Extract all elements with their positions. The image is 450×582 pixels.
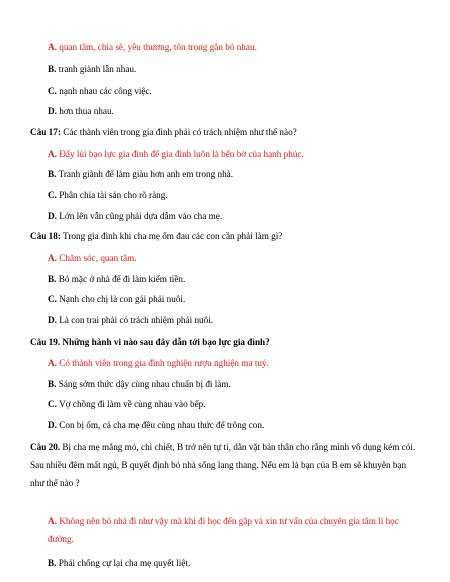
q16-option-c-letter: C. bbox=[48, 86, 57, 96]
q19-option-a-letter: A. bbox=[48, 358, 57, 368]
q19-option-b-text: Sáng sớm thức dậy cùng nhau chuẩn bị đi làm. bbox=[58, 379, 231, 389]
question-18-text: Trong gia đình khi cha mẹ ốm đau các con cần phải làm gì? bbox=[63, 231, 283, 241]
q18-option-d-text: Là con trai phải có trách nhiệm phải nuôi. bbox=[59, 315, 214, 325]
q17-option-c-text: Phân chia tài sản cho rõ ràng. bbox=[59, 190, 168, 200]
q19-option-a bbox=[48, 357, 269, 369]
q19-option-c bbox=[48, 398, 206, 410]
question-19-text: Những hành vi nào sau đây dẫn tới bạo lực gia đình? bbox=[62, 337, 270, 347]
q18-option-c bbox=[48, 293, 185, 305]
q18-option-c-text: Nạnh cho chị là con gái phải nuôi. bbox=[59, 294, 186, 304]
q18-option-a bbox=[48, 252, 137, 264]
q17-option-b bbox=[48, 168, 233, 180]
question-17-text: Các thành viên trong gia đình phải có trách nhiệm như thế nào? bbox=[63, 127, 297, 137]
q16-option-c bbox=[48, 85, 152, 97]
q16-option-d-letter: D. bbox=[48, 106, 57, 116]
q20-option-a-text: Không nên bỏ nhà đi như vậy mà khi đi học đến gặp và xin tư vấn của chuyên gia tâm lí học đường. bbox=[48, 516, 399, 544]
q20-option-b-letter: B. bbox=[48, 558, 57, 568]
q19-option-d bbox=[48, 419, 264, 431]
q18-option-b bbox=[48, 273, 185, 285]
question-20-text: Bị cha mẹ mắng mỏ, chì chiết, B trở nên tự ti, dằn vặt bản thân cho rằng mình vô dụng kém cỏi. Sau nhiều đêm mất ngủ, B quyết định bỏ nhà sống lang thang. Nếu em là bạn của B em sẽ khuyên bạn như thế nào ? bbox=[30, 442, 416, 488]
q17-option-a-letter: A. bbox=[48, 149, 57, 159]
q20-option-a bbox=[48, 512, 420, 548]
q20-option-b-text: Phải chống cự lại cha mẹ quyết liệt. bbox=[58, 558, 191, 568]
question-19-label: Câu 19. bbox=[30, 337, 61, 347]
q19-option-a-text: Có thành viên trong gia đình nghiện rượu nghiện ma tuý. bbox=[59, 358, 269, 368]
q19-option-d-text: Con bị ốm, cả cha mẹ đều cùng nhau thức để trông con. bbox=[59, 420, 265, 430]
q16-option-d bbox=[48, 105, 114, 117]
q19-option-b bbox=[48, 378, 231, 390]
question-20-label: Câu 20. bbox=[30, 442, 61, 452]
question-20 bbox=[30, 438, 422, 492]
q20-option-a-letter: A. bbox=[48, 516, 57, 526]
q19-option-b-letter: B. bbox=[48, 379, 57, 389]
question-18 bbox=[30, 230, 282, 242]
q18-option-a-letter: A. bbox=[48, 253, 57, 263]
question-17-label: Câu 17: bbox=[30, 127, 61, 137]
q16-option-b bbox=[48, 63, 136, 75]
q20-option-b bbox=[48, 557, 190, 569]
q18-option-a-text: Chăm sóc, quan tâm. bbox=[59, 253, 137, 263]
q16-option-b-letter: B. bbox=[48, 64, 57, 74]
q18-option-b-letter: B. bbox=[48, 274, 57, 284]
q17-option-c bbox=[48, 189, 168, 201]
q17-option-b-text: Tranh giành để làm giàu hơn anh em trong nhà. bbox=[58, 169, 234, 179]
q16-option-b-text: tranh giành lẫn nhau. bbox=[58, 64, 137, 74]
q18-option-c-letter: C. bbox=[48, 294, 57, 304]
q16-option-a-text: quan tâm, chia sẽ, yêu thương, tôn trọng gắn bó nhau. bbox=[59, 42, 257, 52]
q16-option-a-letter: A. bbox=[48, 42, 57, 52]
q17-option-d bbox=[48, 210, 222, 222]
q18-option-d bbox=[48, 314, 213, 326]
q17-option-d-text: Lớn lên vẫn cũng phải dựa dẫm vào cha mẹ. bbox=[59, 211, 223, 221]
question-19 bbox=[30, 336, 270, 348]
q18-option-b-text: Bỏ mặc ở nhà để đi làm kiếm tiền. bbox=[58, 274, 186, 284]
q16-option-a bbox=[48, 41, 257, 53]
q16-option-c-text: nạnh nhau các công việc. bbox=[59, 86, 152, 96]
question-17 bbox=[30, 126, 297, 138]
q19-option-c-letter: C. bbox=[48, 399, 57, 409]
q18-option-d-letter: D. bbox=[48, 315, 57, 325]
q19-option-c-text: Vợ chồng đi làm về cùng nhau vào bếp. bbox=[59, 399, 206, 409]
q17-option-a-text: Đẩy lùi bạo lực gia đình để gia đình luôn là bến bờ của hạnh phúc. bbox=[59, 149, 304, 159]
q17-option-c-letter: C. bbox=[48, 190, 57, 200]
q17-option-b-letter: B. bbox=[48, 169, 57, 179]
q16-option-d-text: hơn thua nhau. bbox=[59, 106, 114, 116]
question-18-label: Câu 18: bbox=[30, 231, 61, 241]
q19-option-d-letter: D. bbox=[48, 420, 57, 430]
q17-option-d-letter: D. bbox=[48, 211, 57, 221]
q17-option-a bbox=[48, 148, 304, 160]
